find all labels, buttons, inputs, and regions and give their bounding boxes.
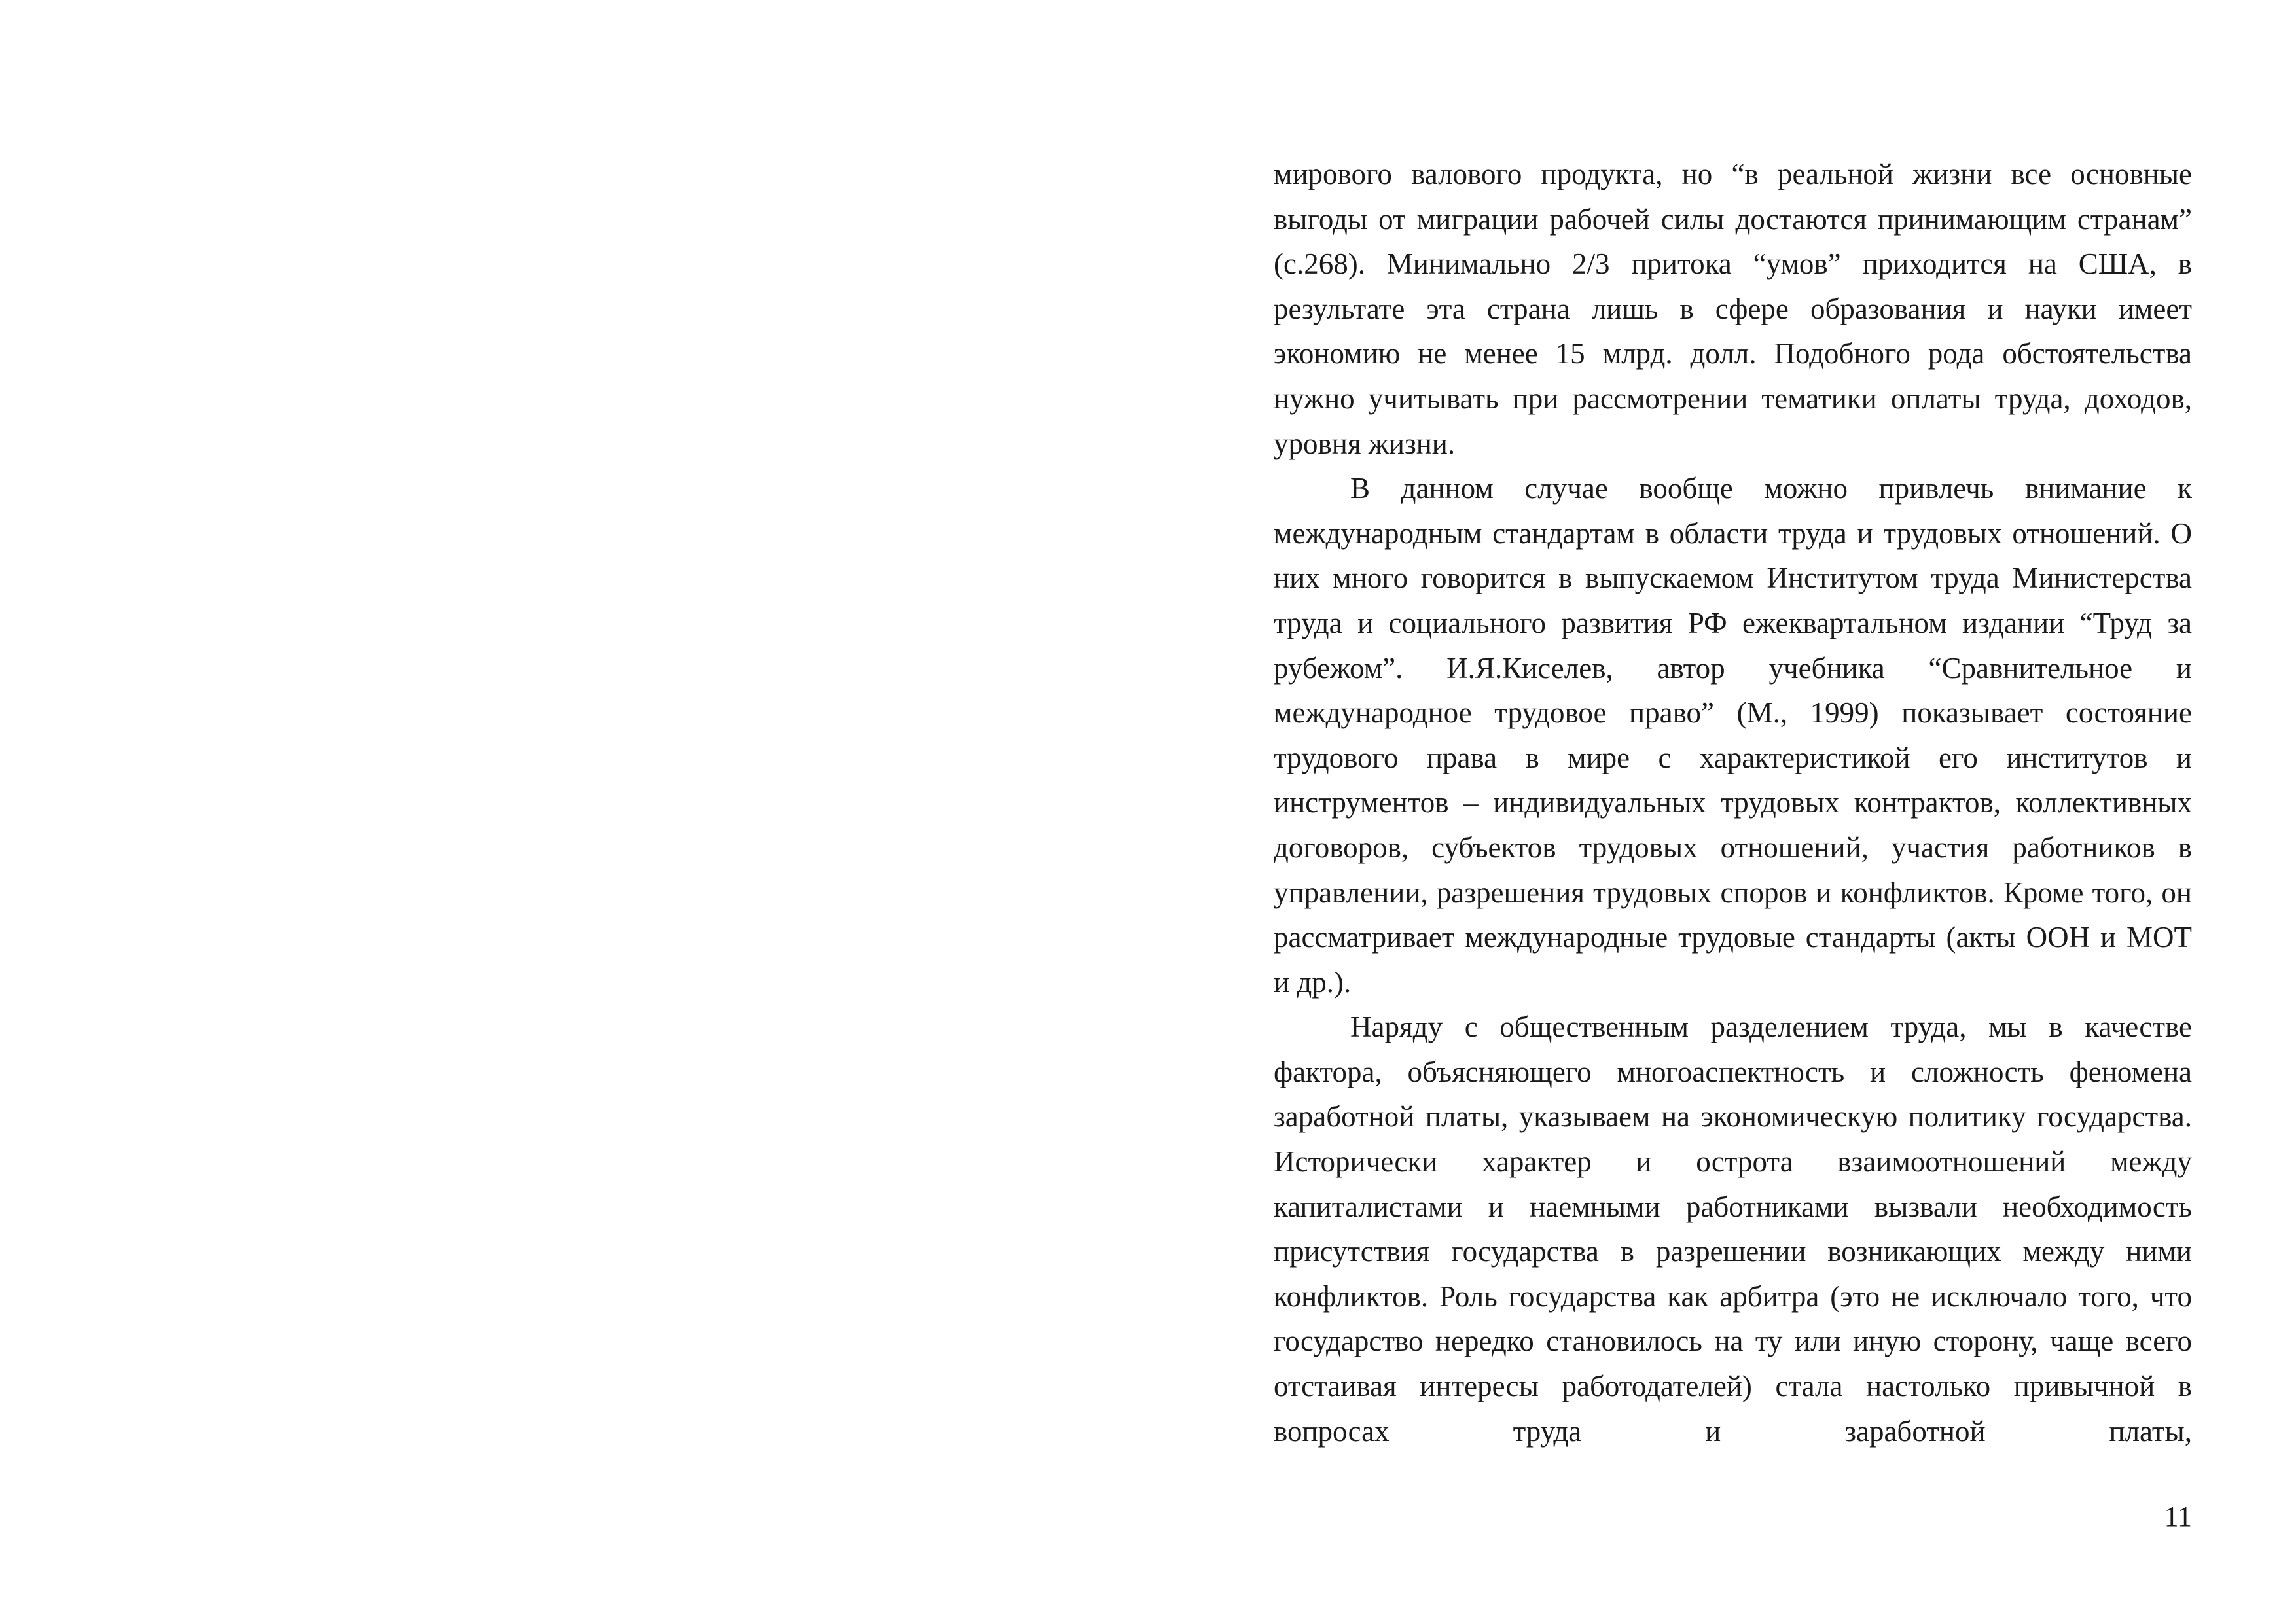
right-page — [1148, 0, 2296, 1623]
paragraph-labor-standards: В данном случае вообще можно привлечь внимание к международным стандартам в области труда и трудовых отношений. О них много говорится в выпускаемом Институтом труда Министерства труда и социального развития РФ ежеквартальном издании “Труд за рубежом”. И.Я.Киселев, автор учебника “Сравнительное и международное трудовое право” (М., 1999) показывает состояние трудового права в мире с характеристикой его институтов и инструментов – индивидуальных трудовых контрактов, коллективных договоров, субъектов трудовых отношений, участия работников в управлении, разрешения трудовых споров и конфликтов. Кроме того, он рассматривает международные трудовые стандарты (акты ООН и МОТ и др.). — [1274, 472, 2192, 999]
page-number: 11 — [2164, 1501, 2192, 1533]
body-text — [1274, 152, 2192, 1454]
paragraph-state-policy: Наряду с общественным разделением труда, мы в качестве фактора, объясняющего многоаспектность и сложность феномена заработной платы, указываем на экономическую политику государства. Исторически характер и острота взаимоотношений между капиталистами и наемными работниками вызвали необходимость присутствия государства в разрешении возникающих между ними конфликтов. Роль государства как арбитра (это не исключало того, что государство нередко становилось на ту или иную сторону, чаще всего отстаивая интересы работодателей) стала настолько привычной в вопросах труда и заработной платы, — [1274, 1010, 2192, 1448]
paragraph-continuation: мирового валового продукта, но “в реальной жизни все основные выгоды от миграции рабочей силы достаются принимающим странам” (с.268). Минимально 2/3 притока “умов” приходится на США, в результате эта страна лишь в сфере образования и науки имеет экономию не менее 15 млрд. долл. Подобного рода обстоятельства нужно учитывать при рассмотрении тематики оплаты труда, доходов, уровня жизни. — [1274, 158, 2192, 460]
